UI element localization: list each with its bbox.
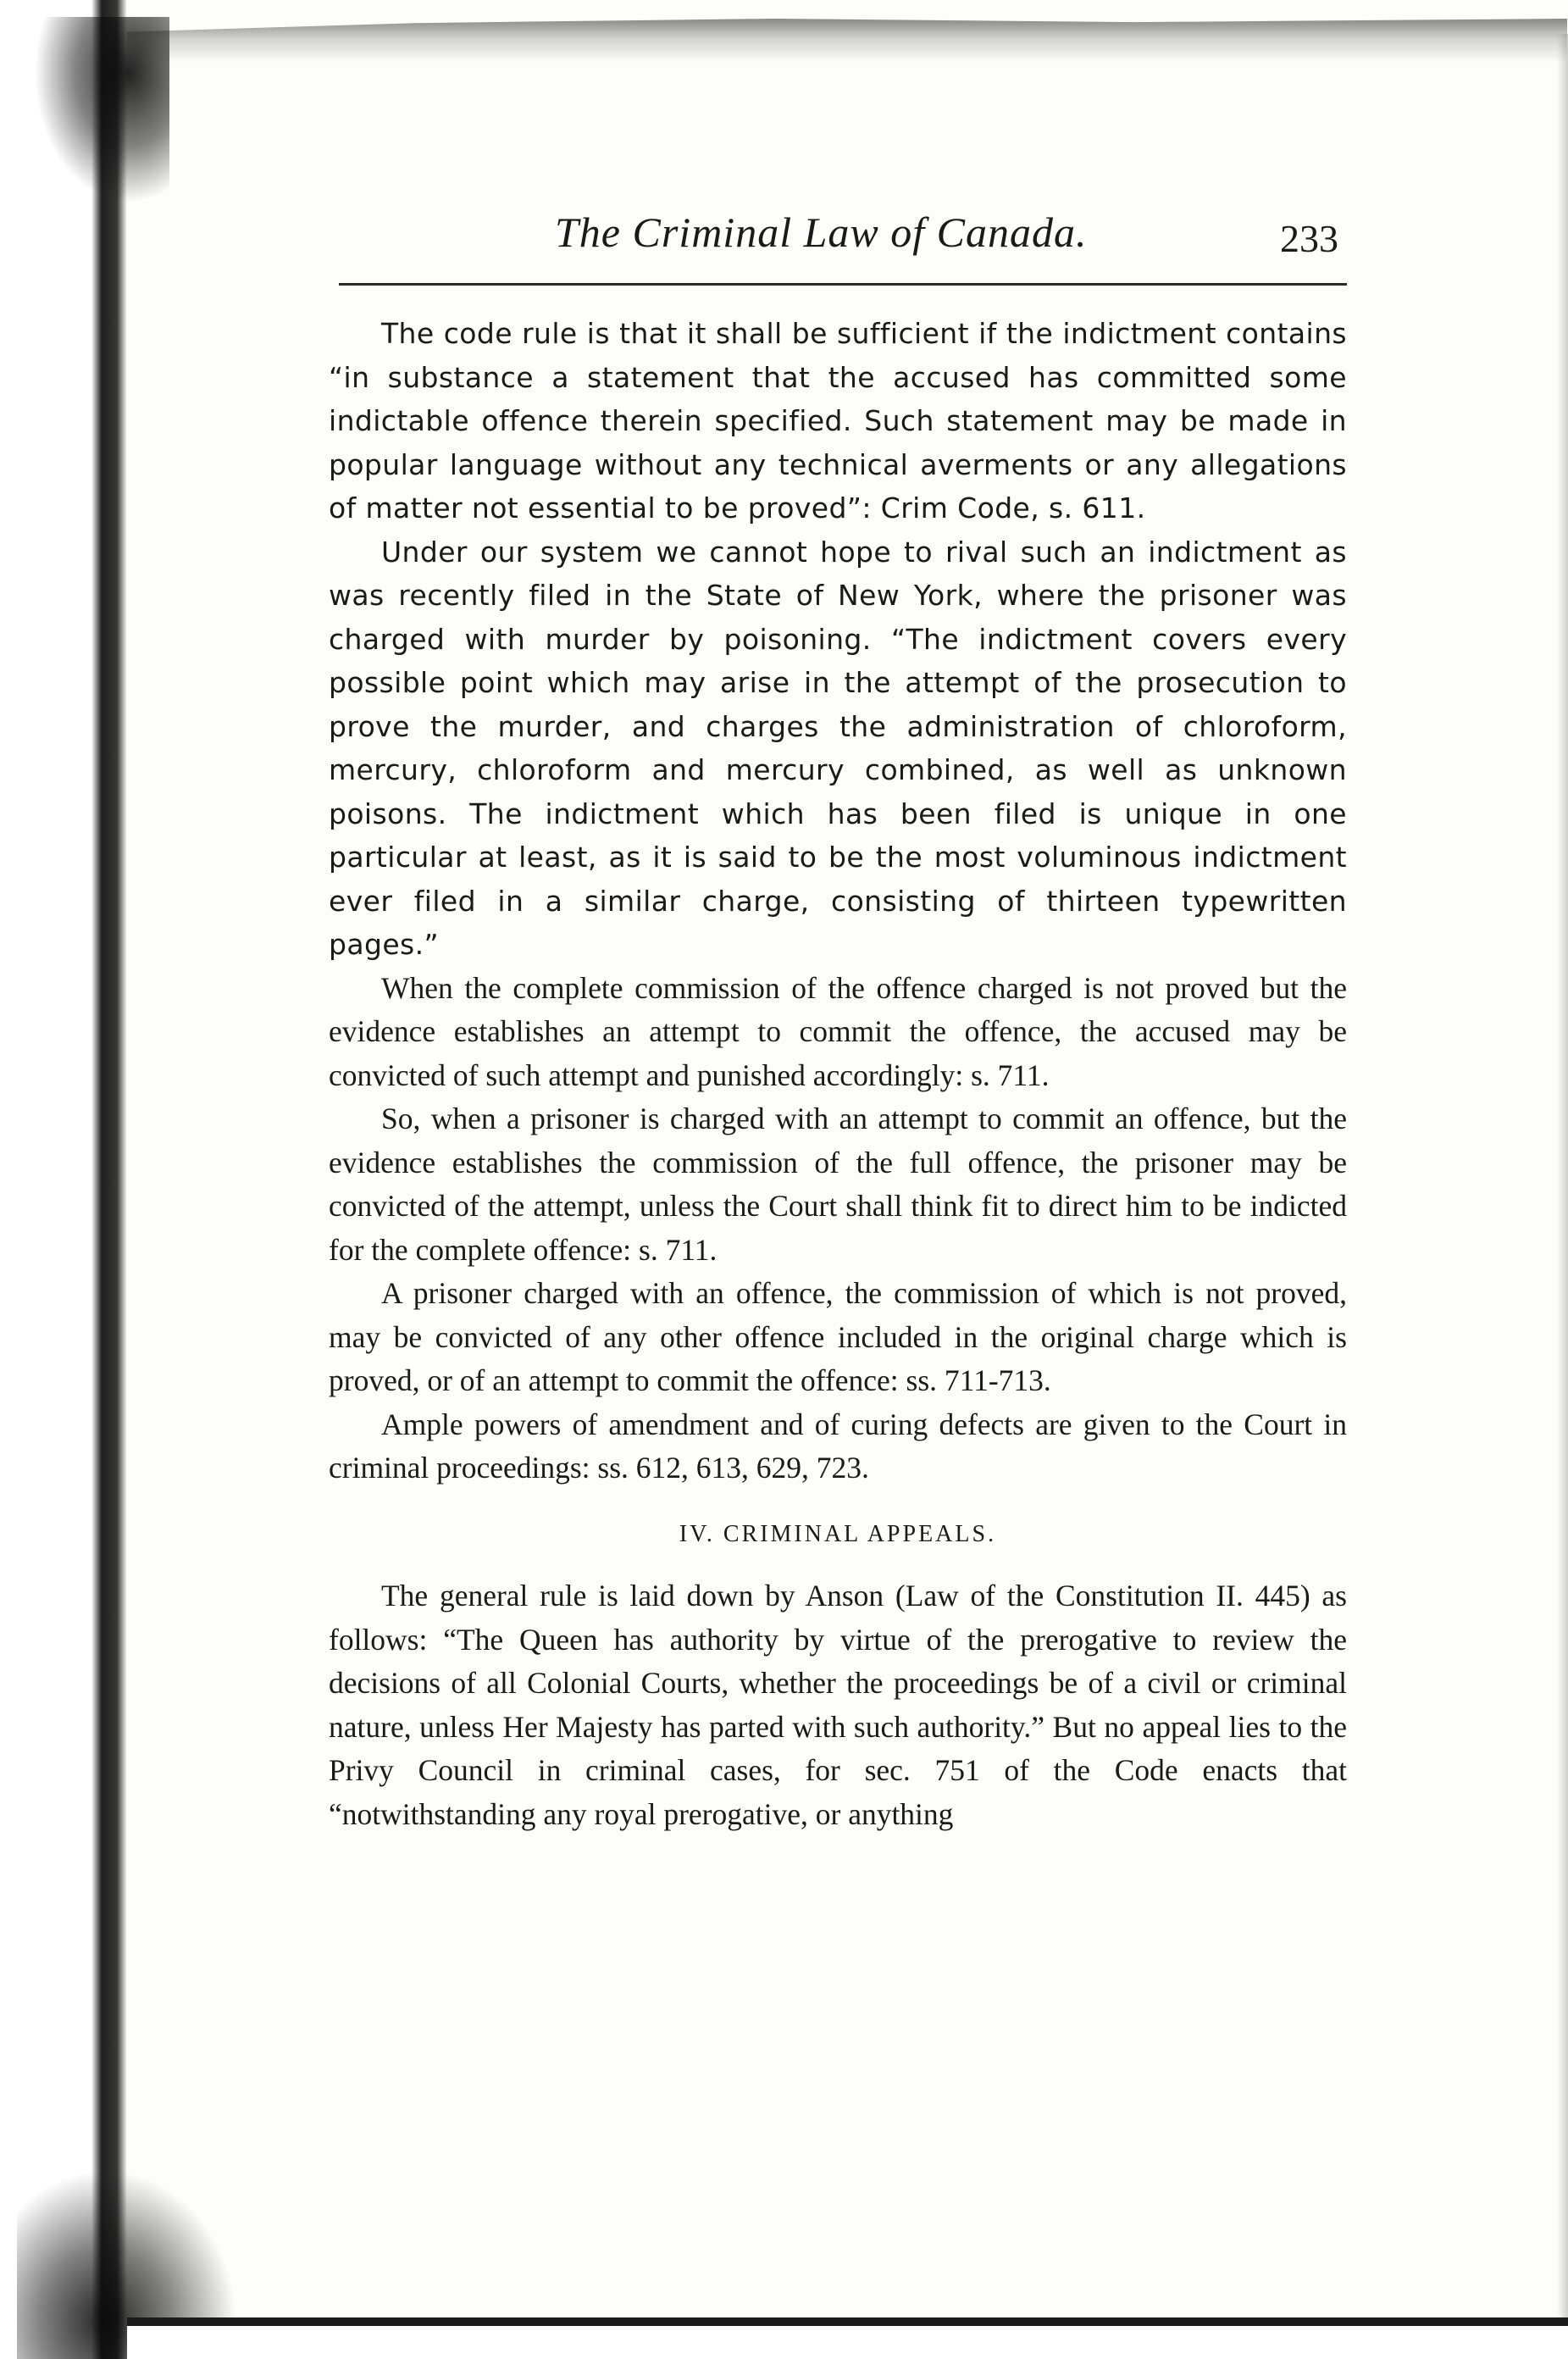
running-head (508, 208, 1338, 272)
paragraph: The code rule is that it shall be sufficient if the indictment contains “in substance a statement that the accused has committed some indictable offence therein specified. Such statement may be made in popular language without any technical averments or any allegations of matter not essential to be proved”: Crim Code, s. 611. (329, 317, 1347, 525)
page-number: 233 (1280, 217, 1338, 260)
paragraph: When the complete commission of the offence charged is not proved but the evidence establishes an attempt to commit the offence, the accused may be convicted of such attempt and punished accordingly: s. 711. (329, 970, 1347, 1092)
header-rule (339, 283, 1347, 286)
body-text (329, 312, 1347, 1836)
paragraph: Ample powers of amendment and of curing defects are given to the Court in criminal proceedings: ss. 612, 613, 629, 723. (329, 1407, 1347, 1485)
running-title: The Criminal Law of Canada. (555, 208, 1088, 256)
scan-edge-bottom (127, 2317, 1568, 2326)
scan-blot-top (34, 17, 169, 203)
scan-edge-left (0, 0, 127, 2359)
paragraph: The general rule is laid down by Anson (Law of the Constitution II. 445) as follows: “The Queen has authority by virtue of the prerogative to review the decisions of all Colonial Courts, whether the proceedings be of a civil or criminal nature, unless Her Majesty has parted with such authority.” But no appeal lies to the Privy Council in criminal cases, for sec. 751 of the Code enacts that “notwithstanding any royal prerogative, or anything (329, 1579, 1347, 1831)
scan-margin-bottom (127, 2326, 1568, 2359)
scan-edge-right (1557, 34, 1568, 2359)
paragraph: So, when a prisoner is charged with an attempt to commit an offence, but the evidence establishes the commission of the full offence, the prisoner may be convicted of the attempt, unless the Court shall think fit to direct him to be indicted for the complete offence: s. 711. (329, 1102, 1347, 1267)
scan-edge-top (127, 19, 1567, 63)
paragraph: Under our system we cannot hope to rival such an indictment as was recently filed in the State of New York, where the prisoner was charged with murder by poisoning. “The indictment covers every possible point which may arise in the attempt of the prosecution to prove the murder, and charges the administration of chloroform, mercury, chloroform and mercury combined, as well as unknown poisons. The indictment which has been filed is unique in one particular at least, as it is said to be the most voluminous indictment ever filed in a similar charge, consisting of thirteen typewritten pages.” (329, 535, 1347, 961)
paragraph: A prisoner charged with an offence, the commission of which is not proved, may be convicted of any other offence included in the original charge which is proved, or of an attempt to commit the offence: ss. 711-713. (329, 1276, 1347, 1397)
section-heading: IV. CRIMINAL APPEALS. (679, 1520, 997, 1547)
